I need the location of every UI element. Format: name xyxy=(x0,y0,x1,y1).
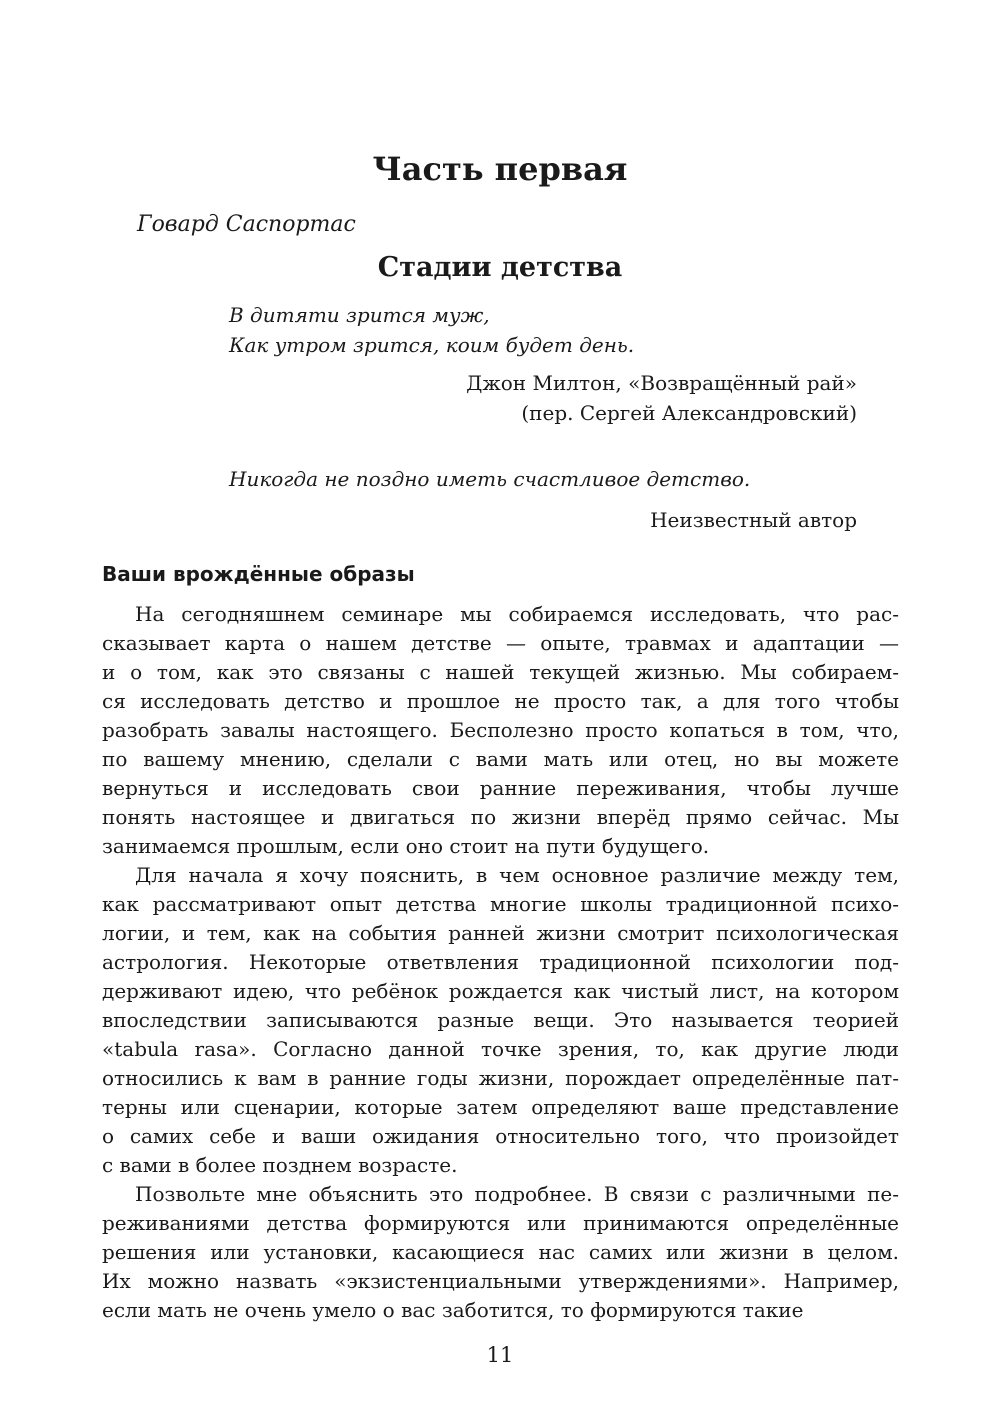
text-line: решения или установки, касающиеся нас самих или жизни в целом. xyxy=(102,1240,899,1264)
text-line: относились к вам в ранние годы жизни, порождает определённые пат- xyxy=(102,1066,899,1090)
text-line: и о том, как это связаны с нашей текущей жизнью. Мы собираем- xyxy=(102,660,899,684)
author-name: Говард Саспортас xyxy=(137,212,356,237)
text-line: понять настоящее и двигаться по жизни вперёд прямо сейчас. Мы xyxy=(102,805,899,829)
text-line: вернуться и исследовать свои ранние переживания, чтобы лучше xyxy=(102,776,899,800)
text-line: терны или сценарии, которые затем определяют ваше представление xyxy=(102,1095,899,1119)
text-line: астрология. Некоторые ответвления традиционной психологии под- xyxy=(102,950,899,974)
epigraph-2 xyxy=(229,464,857,494)
paragraph xyxy=(102,600,899,861)
paragraph xyxy=(102,1180,899,1325)
paragraph xyxy=(102,861,899,1180)
text-line: сказывает карта о нашем детстве — опыте, травмах и адаптации — xyxy=(102,631,899,655)
text-line: впоследствии записываются разные вещи. Это называется теорией xyxy=(102,1008,899,1032)
text-line: о самих себе и ваши ожидания относительно того, что произойдет xyxy=(102,1124,899,1148)
text-line: если мать не очень умело о вас заботится, то формируются такие xyxy=(102,1298,804,1322)
text-line: с вами в более позднем возрасте. xyxy=(102,1153,458,1177)
text-line: реживаниями детства формируются или принимаются определённые xyxy=(102,1211,899,1235)
text-line: «tabula rasa». Согласно данной точке зрения, то, как другие люди xyxy=(102,1037,899,1061)
text-line: Их можно назвать «экзистенциальными утверждениями». Например, xyxy=(102,1269,899,1293)
text-line: ся исследовать детство и прошлое не просто так, а для того чтобы xyxy=(102,689,899,713)
text-line: Для начала я хочу пояснить, в чем основное различие между тем, xyxy=(135,863,899,887)
text-line: На сегодняшнем семинаре мы собираемся исследовать, что рас- xyxy=(135,602,899,626)
text-line: разобрать завалы настоящего. Бесполезно просто копаться в том, что, xyxy=(102,718,899,742)
epigraph-1-source: Джон Милтон, «Возвращённый рай» xyxy=(466,371,857,395)
text-line: держивают идею, что ребёнок рождается как чистый лист, на котором xyxy=(102,979,899,1003)
text-line: Позвольте мне объяснить это подробнее. В связи с различными пе- xyxy=(135,1182,899,1206)
part-title: Часть первая xyxy=(372,150,628,188)
body-text xyxy=(102,600,899,1325)
chapter-title: Стадии детства xyxy=(377,252,623,283)
section-title: Ваши врождённые образы xyxy=(102,562,415,586)
epigraph-2-line: Никогда не поздно иметь счастливое детство. xyxy=(229,467,751,491)
epigraph-1-line: Как утром зрится, коим будет день. xyxy=(229,333,635,357)
epigraph-2-attribution xyxy=(229,505,857,535)
epigraph-2-source: Неизвестный автор xyxy=(650,508,857,532)
text-line: как рассматривают опыт детства многие школы традиционной психо- xyxy=(102,892,899,916)
epigraph-1-attribution xyxy=(229,368,857,428)
text-line: занимаемся прошлым, если оно стоит на пути будущего. xyxy=(102,834,710,858)
epigraph-1-translator: (пер. Сергей Александровский) xyxy=(521,401,857,425)
epigraph-1 xyxy=(229,300,857,360)
text-line: логии, и тем, как на события ранней жизни смотрит психологическая xyxy=(102,921,899,945)
epigraph-1-line: В дитяти зрится муж, xyxy=(229,303,490,327)
text-line: по вашему мнению, сделали с вами мать или отец, но вы можете xyxy=(102,747,899,771)
page-number: 11 xyxy=(486,1343,514,1367)
